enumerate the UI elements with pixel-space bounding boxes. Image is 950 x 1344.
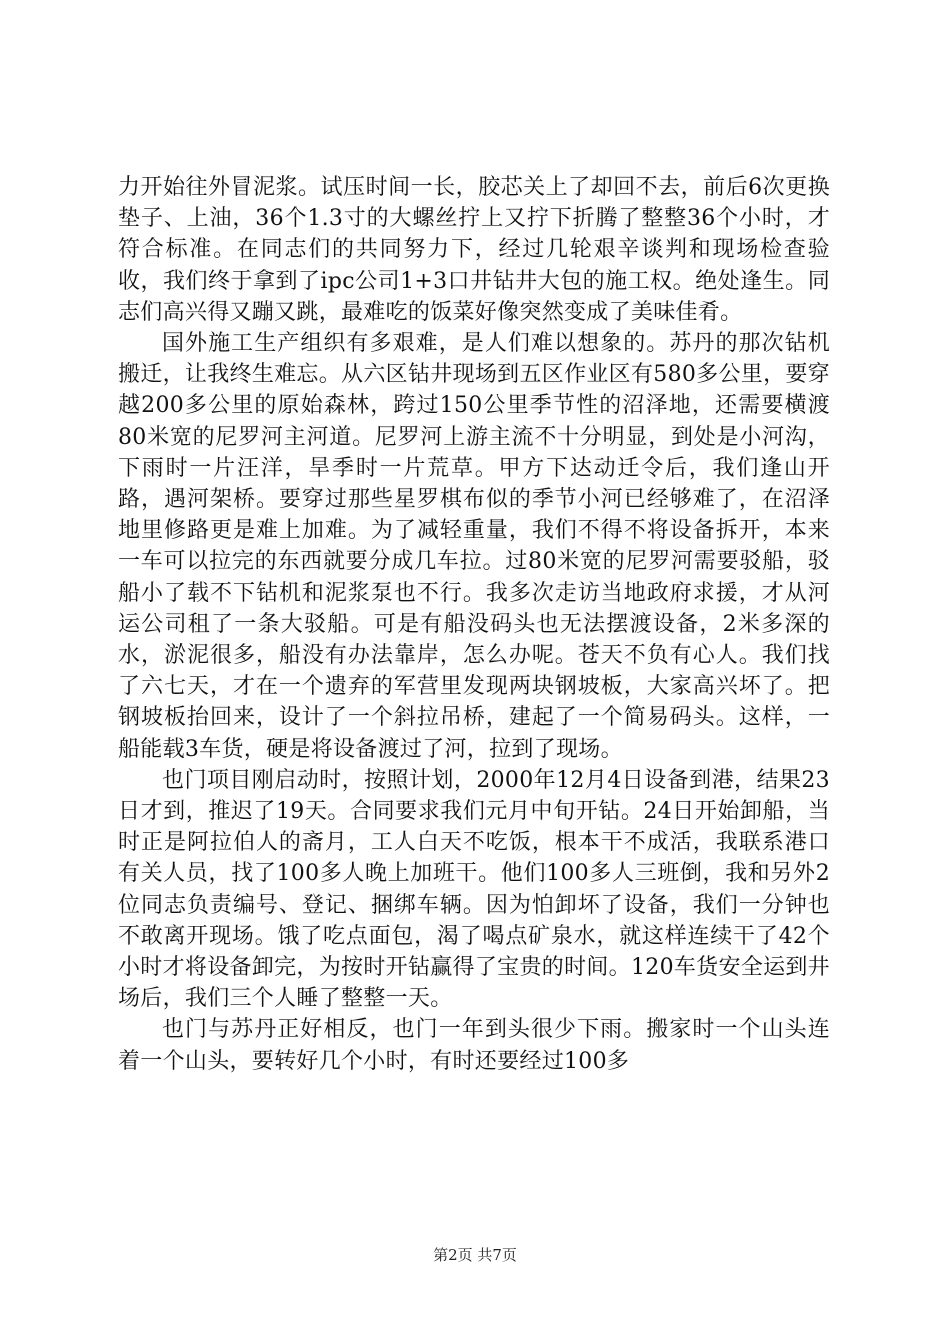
body-text xyxy=(118,172,830,1077)
paragraph-2: 国外施工生产组织有多艰难，是人们难以想象的。苏丹的那次钻机搬迁，让我终生难忘。从六区钻井现场到五区作业区有580多公里，要穿越200多公里的原始森林，跨过150公里季节性的沼泽地，还需要横渡80米宽的尼罗河主河道。尼罗河上游主流不十分明显，到处是小河沟，下雨时一片汪洋，旱季时一片荒草。甲方下达动迁令后，我们逢山开路，遇河架桥。要穿过那些星罗棋布似的季节小河已经够难了，在沼泽地里修路更是难上加难。为了减轻重量，我们不得不将设备拆开，本来一车可以拉完的东西就要分成几车拉。过80米宽的尼罗河需要驳船，驳船小了载不下钻机和泥浆泵也不行。我多次走访当地政府求援，才从河运公司租了一条大驳船。可是有船没码头也无法摆渡设备，2米多深的水，淤泥很多，船没有办法靠岸，怎么办呢。苍天不负有心人。我们找了六七天，才在一个遗弃的军营里发现两块钢坡板，大家高兴坏了。把钢坡板抬回来，设计了一个斜拉吊桥，建起了一个简易码头。这样，一船能载3车货，硬是将设备渡过了河，拉到了现场。 xyxy=(118,331,830,762)
paragraph-4: 也门与苏丹正好相反，也门一年到头很少下雨。搬家时一个山头连着一个山头，要转好几个小时，有时还要经过100多 xyxy=(118,1017,830,1074)
paragraph-3: 也门项目刚启动时，按照计划，2000年12月4日设备到港，结果23日才到，推迟了19天。合同要求我们元月中旬开钻。24日开始卸船，当时正是阿拉伯人的斋月，工人白天不吃饭，根本干不成活，我联系港口有关人员，找了100多人晚上加班干。他们100多人三班倒，我和另外2位同志负责编号、登记、捆绑车辆。因为怕卸坏了设备，我们一分钟也不敢离开现场。饿了吃点面包，渴了喝点矿泉水，就这样连续干了42个小时才将设备卸完，为按时开钻赢得了宝贵的时间。120车货安全运到井场后，我们三个人睡了整整一天。 xyxy=(118,767,830,1012)
page-footer: 第2页 共7页 xyxy=(433,1246,517,1264)
paragraph-1: 力开始往外冒泥浆。试压时间一长，胶芯关上了却回不去，前后6次更换垫子、上油，36个1.3寸的大螺丝拧上又拧下折腾了整整36个小时，才符合标准。在同志们的共同努力下，经过几轮艰辛谈判和现场检查验收，我们终于拿到了ipc公司1+3口井钻井大包的施工权。绝处逢生。同志们高兴得又蹦又跳，最难吃的饭菜好像突然变成了美味佳肴。 xyxy=(118,175,830,325)
